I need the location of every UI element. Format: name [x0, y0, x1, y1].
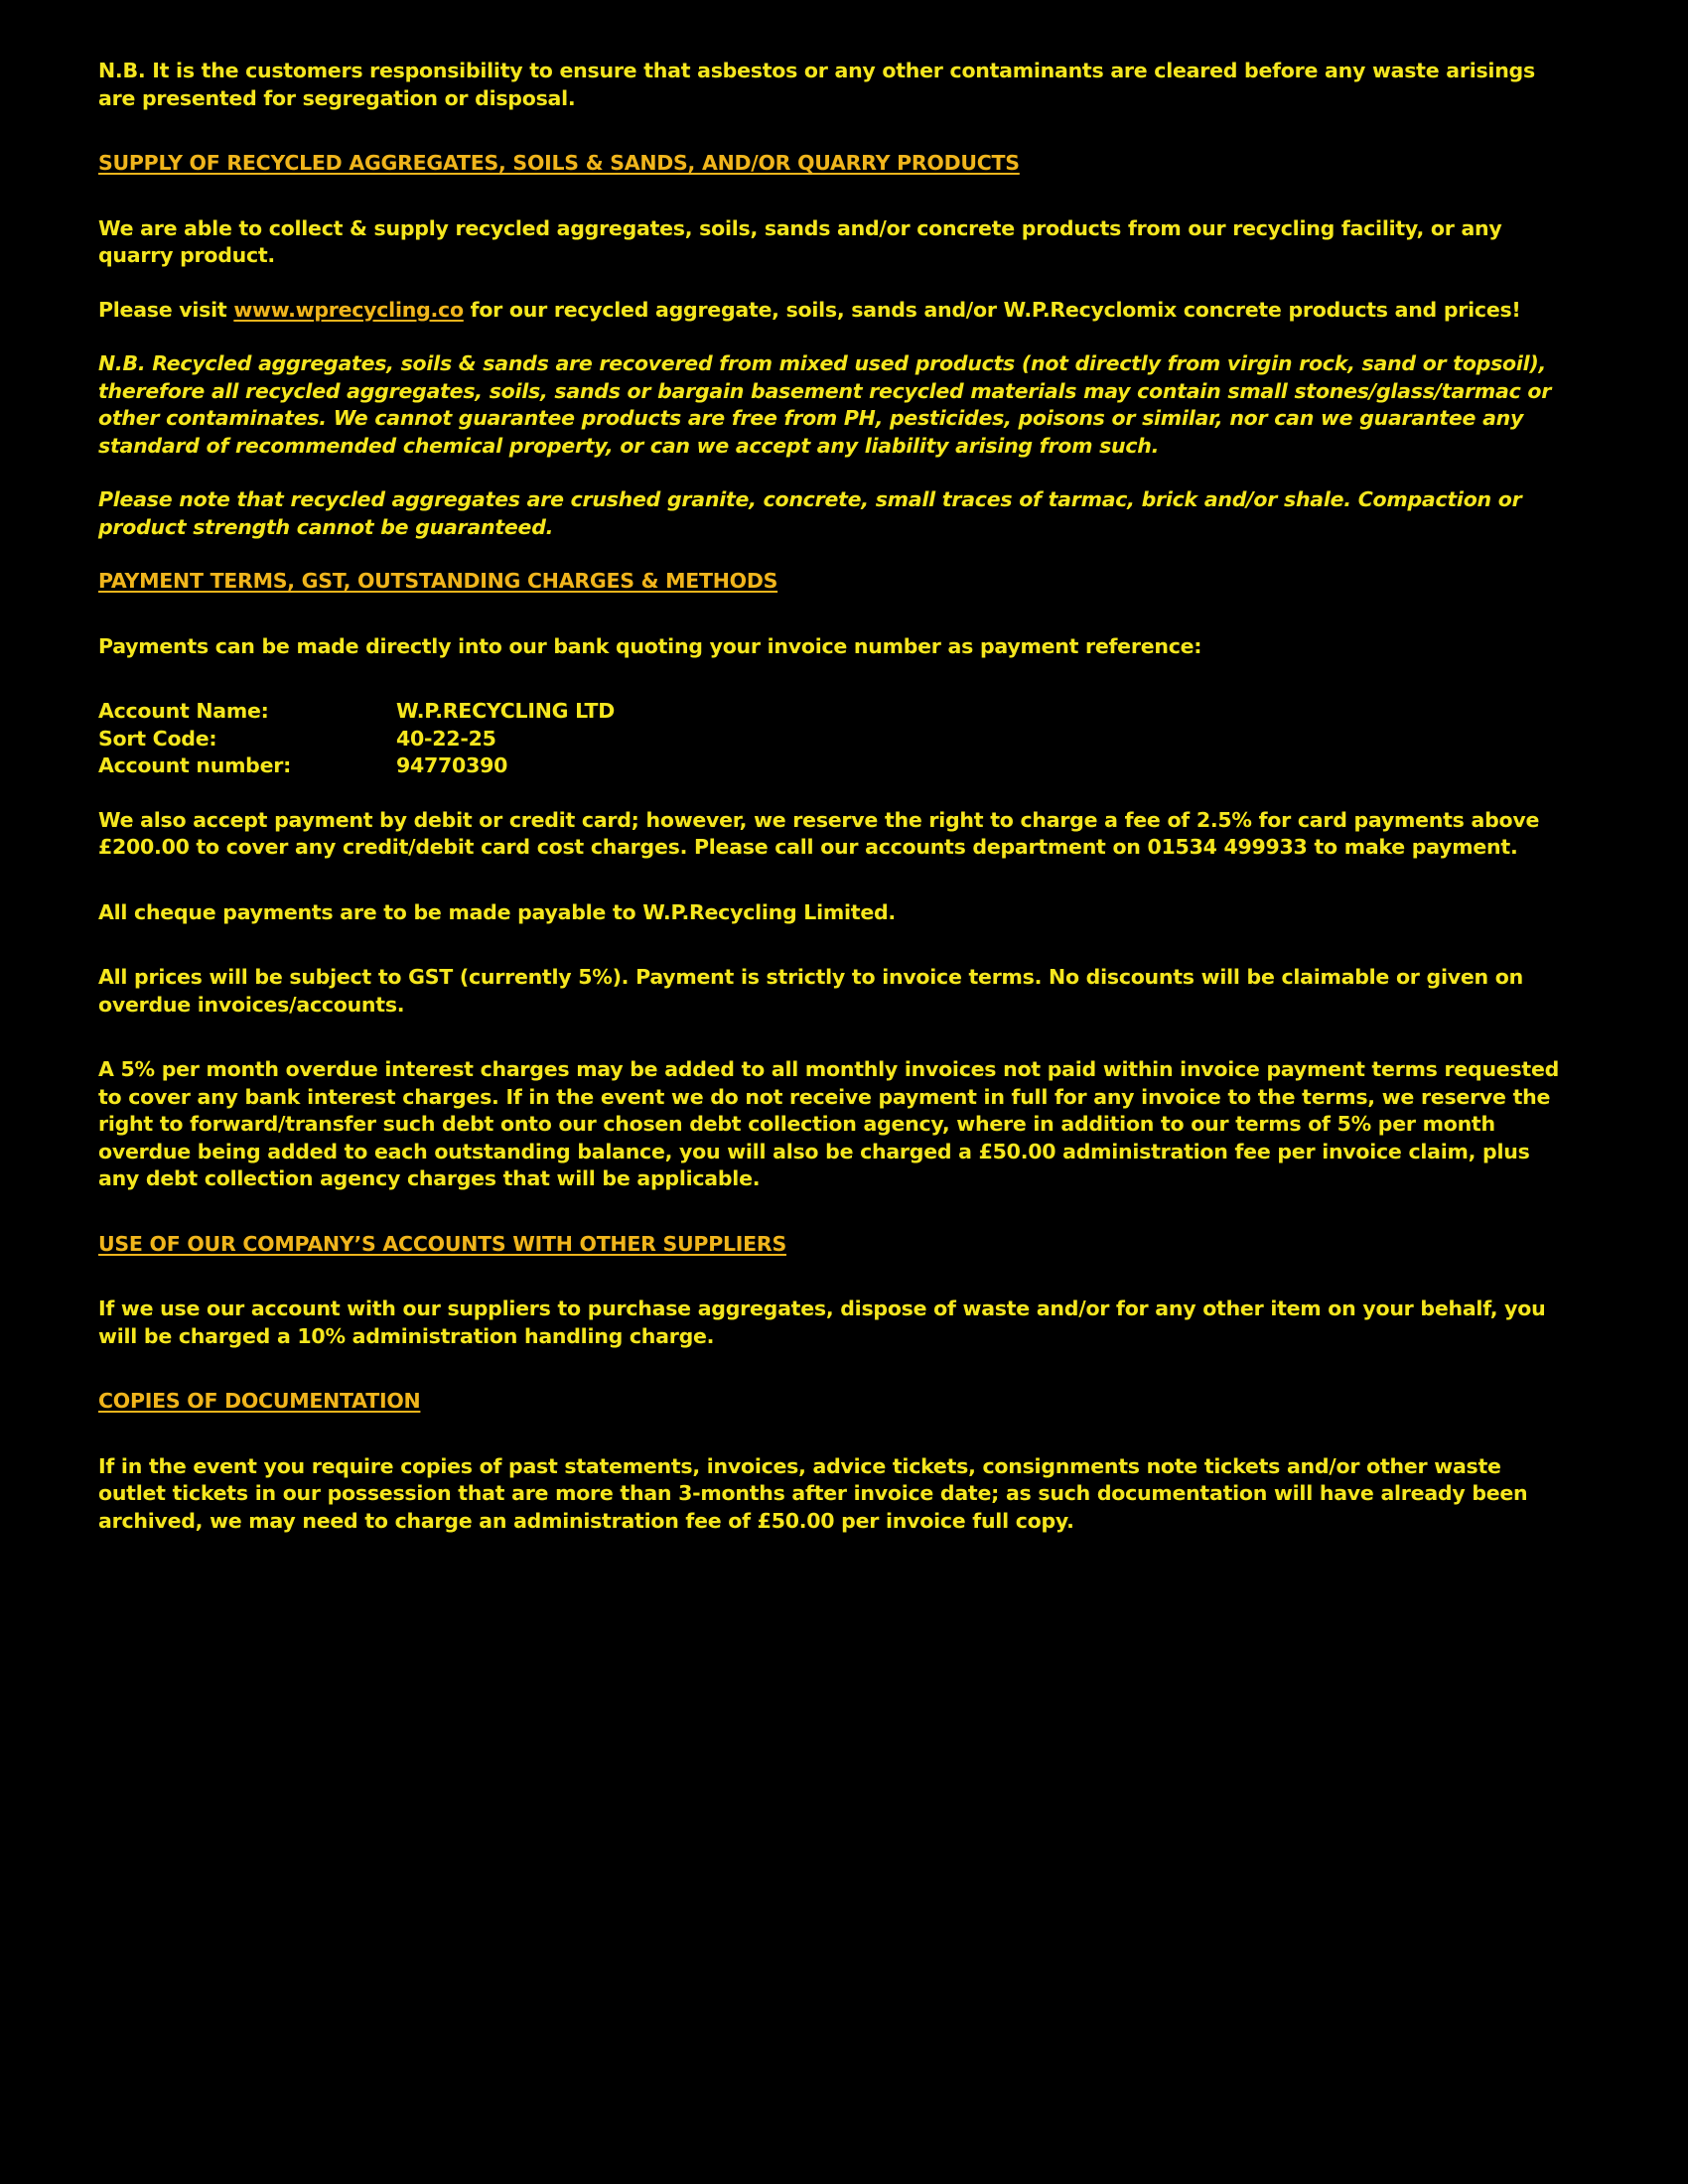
gst-paragraph: All prices will be subject to GST (currently 5%). Payment is strictly to invoice terms. No discounts will be claimable or given on overdue invoices/accounts.	[98, 965, 1523, 1017]
account-number-row	[98, 752, 1568, 780]
account-name-label: Account Name:	[98, 699, 269, 723]
overdue-paragraph: A 5% per month overdue interest charges may be added to all monthly invoices not paid within invoice payment terms requested to cover any bank interest charges. If in the event we do not receive payment in full for any invoice to the terms, we reserve the right to forward/transfer such debt onto our chosen debt collection agency, where in addition to our terms of 5% per month overdue being added to each outstanding balance, you will also be charged a £50.00 administration fee per invoice claim, plus any debt collection agency charges that will be applicable.	[98, 1057, 1560, 1190]
copies-paragraph: If in the event you require copies of past statements, invoices, advice tickets, consignments note tickets and/or other waste outlet tickets in our possession that are more than 3-months after invoice date; as such documentation will have already been archived, we may need to charge an administration fee of £50.00 per invoice full copy.	[98, 1453, 1528, 1533]
payment-intro: Payments can be made directly into our bank quoting your invoice number as payment reference:	[98, 633, 1202, 658]
sort-code-label: Sort Code:	[98, 726, 217, 751]
supply-heading: SUPPLY OF RECYCLED AGGREGATES, SOILS & SANDS, AND/OR QUARRY PRODUCTS	[98, 151, 1020, 175]
account-name-value: W.P.RECYCLING LTD	[396, 699, 615, 723]
supply-paragraph: We are able to collect & supply recycled aggregates, soils, sands and/or concrete products from our recycling facility, or any quarry product.	[98, 215, 1502, 267]
visit-prefix: Please visit	[98, 297, 234, 322]
intro-note: N.B. It is the customers responsibility to ensure that asbestos or any other contaminants are cleared before any waste arisings are presented for segregation or disposal.	[98, 59, 1535, 110]
accounts-use-paragraph: If we use our account with our suppliers to purchase aggregates, dispose of waste and/or for any other item on your behalf, you will be charged a 10% administration handling charge.	[98, 1297, 1546, 1348]
account-number-label: Account number:	[98, 753, 292, 777]
account-number-value: 94770390	[396, 753, 508, 777]
copies-heading: COPIES OF DOCUMENTATION	[98, 1389, 421, 1413]
bank-details	[98, 698, 1568, 780]
account-name-row	[98, 698, 1568, 726]
terms-document	[98, 58, 1568, 1535]
visit-suffix: for our recycled aggregate, soils, sands and/or W.P.Recyclomix concrete products and prices!	[463, 297, 1521, 322]
payment-heading: PAYMENT TERMS, GST, OUTSTANDING CHARGES & METHODS	[98, 569, 778, 593]
card-payment-paragraph: We also accept payment by debit or credit card; however, we reserve the right to charge a fee of 2.5% for card payments above £200.00 to cover any credit/debit card cost charges. Please call our accounts department on 01534 499933 to make payment.	[98, 807, 1540, 859]
accounts-use-heading: USE OF OUR COMPANY’S ACCOUNTS WITH OTHER SUPPLIERS	[98, 1231, 786, 1256]
website-link[interactable]: www.wprecycling.co	[233, 297, 464, 322]
visit-website-paragraph	[98, 297, 1568, 325]
sort-code-row	[98, 726, 1568, 753]
sort-code-value: 40-22-25	[396, 726, 496, 751]
compaction-note: Please note that recycled aggregates are crushed granite, concrete, small traces of tarmac, brick and/or shale. Compaction or product strength cannot be guaranteed.	[98, 487, 1522, 539]
recycled-disclaimer-note: N.B. Recycled aggregates, soils & sands are recovered from mixed used products (not directly from virgin rock, sand or topsoil), therefore all recycled aggregates, soils, sands or bargain basement recycled materials may contain small stones/glass/tarmac or other contaminates. We cannot guarantee products are free from PH, pesticides, poisons or similar, nor can we guarantee any standard of recommended chemical property, or can we accept any liability arising from such.	[98, 351, 1552, 458]
cheque-paragraph: All cheque payments are to be made payable to W.P.Recycling Limited.	[98, 899, 896, 924]
